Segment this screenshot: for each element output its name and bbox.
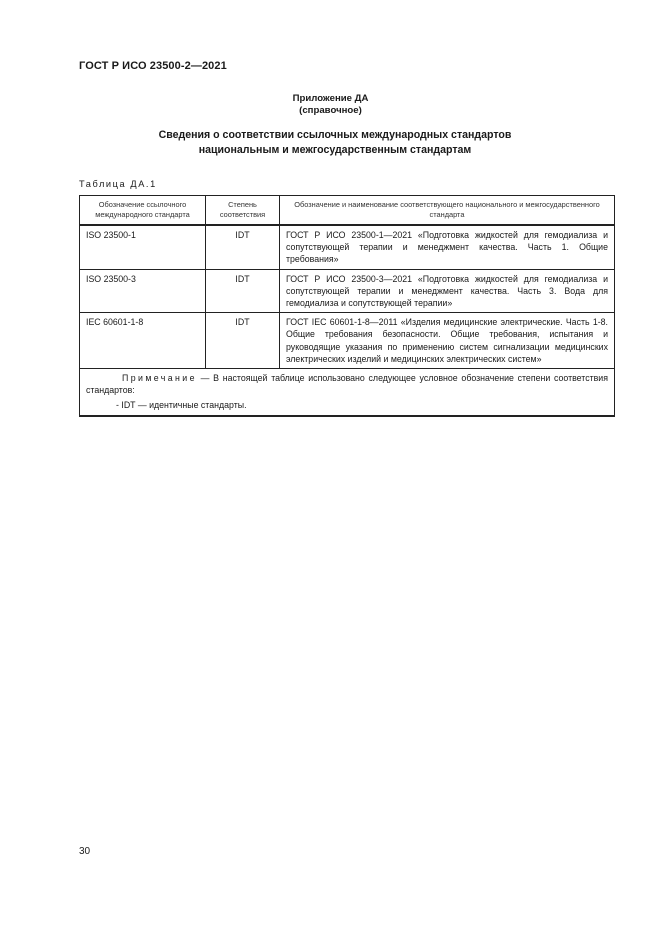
cell-international-standard: ISO 23500-1 — [80, 225, 206, 269]
cell-degree: IDT — [206, 225, 280, 269]
correspondence-table — [79, 195, 615, 417]
column-header-national-standard: Обозначение и наименование соответствующего национального и межгосударственного стандарта — [280, 196, 615, 226]
cell-national-standard: ГОСТ Р ИСО 23500-3—2021 «Подготовка жидкостей для гемодиализа и сопутствующей терапии и менеджмент качества. Часть 3. Вода для гемодиализа и сопутствующей терапии» — [280, 269, 615, 313]
table-note — [80, 369, 615, 416]
cell-national-standard: ГОСТ Р ИСО 23500-1—2021 «Подготовка жидкостей для гемодиализа и сопутствующей терапии и менеджмент качества. Часть 1. Общие требования» — [280, 225, 615, 269]
page-number: 30 — [79, 846, 91, 857]
document-code: ГОСТ Р ИСО 23500-2—2021 — [79, 60, 227, 72]
column-header-degree: Степень соответствия — [206, 196, 280, 226]
column-header-international-standard: Обозначение ссылочного международного стандарта — [80, 196, 206, 226]
table-header-row — [80, 196, 615, 226]
appendix-title: Приложение ДА — [292, 93, 369, 104]
table-row — [80, 313, 615, 369]
cell-international-standard: IEC 60601-1-8 — [80, 313, 206, 369]
section-title — [150, 128, 520, 157]
section-title-line1: Сведения о соответствии ссылочных международных стандартов — [158, 129, 512, 141]
table-note-row — [80, 369, 615, 416]
appendix-subtitle: (справочное) — [299, 105, 362, 116]
section-title-line2: национальным и межгосударственным стандартам — [198, 143, 472, 156]
table-row — [80, 269, 615, 313]
table-row — [80, 225, 615, 269]
note-label: Примечание — [122, 373, 197, 384]
table-caption: Таблица ДА.1 — [79, 179, 157, 189]
note-list-item: - IDT — идентичные стандарты. — [116, 400, 247, 411]
cell-national-standard: ГОСТ IEC 60601-1-8—2011 «Изделия медицинские электрические. Часть 1-8. Общие требования безопасности. Общие требования, испытания и руководящие указания по применению систем сигнализации медицинских электрических изделий и медицинских электрических систем» — [280, 313, 615, 369]
cell-degree: IDT — [206, 269, 280, 313]
note-paragraph — [86, 372, 608, 396]
cell-international-standard: ISO 23500-3 — [80, 269, 206, 313]
cell-degree: IDT — [206, 313, 280, 369]
note-text: — В настоящей таблице использовано следующее условное обозначение степени соответствия стандартов: — [86, 373, 608, 396]
